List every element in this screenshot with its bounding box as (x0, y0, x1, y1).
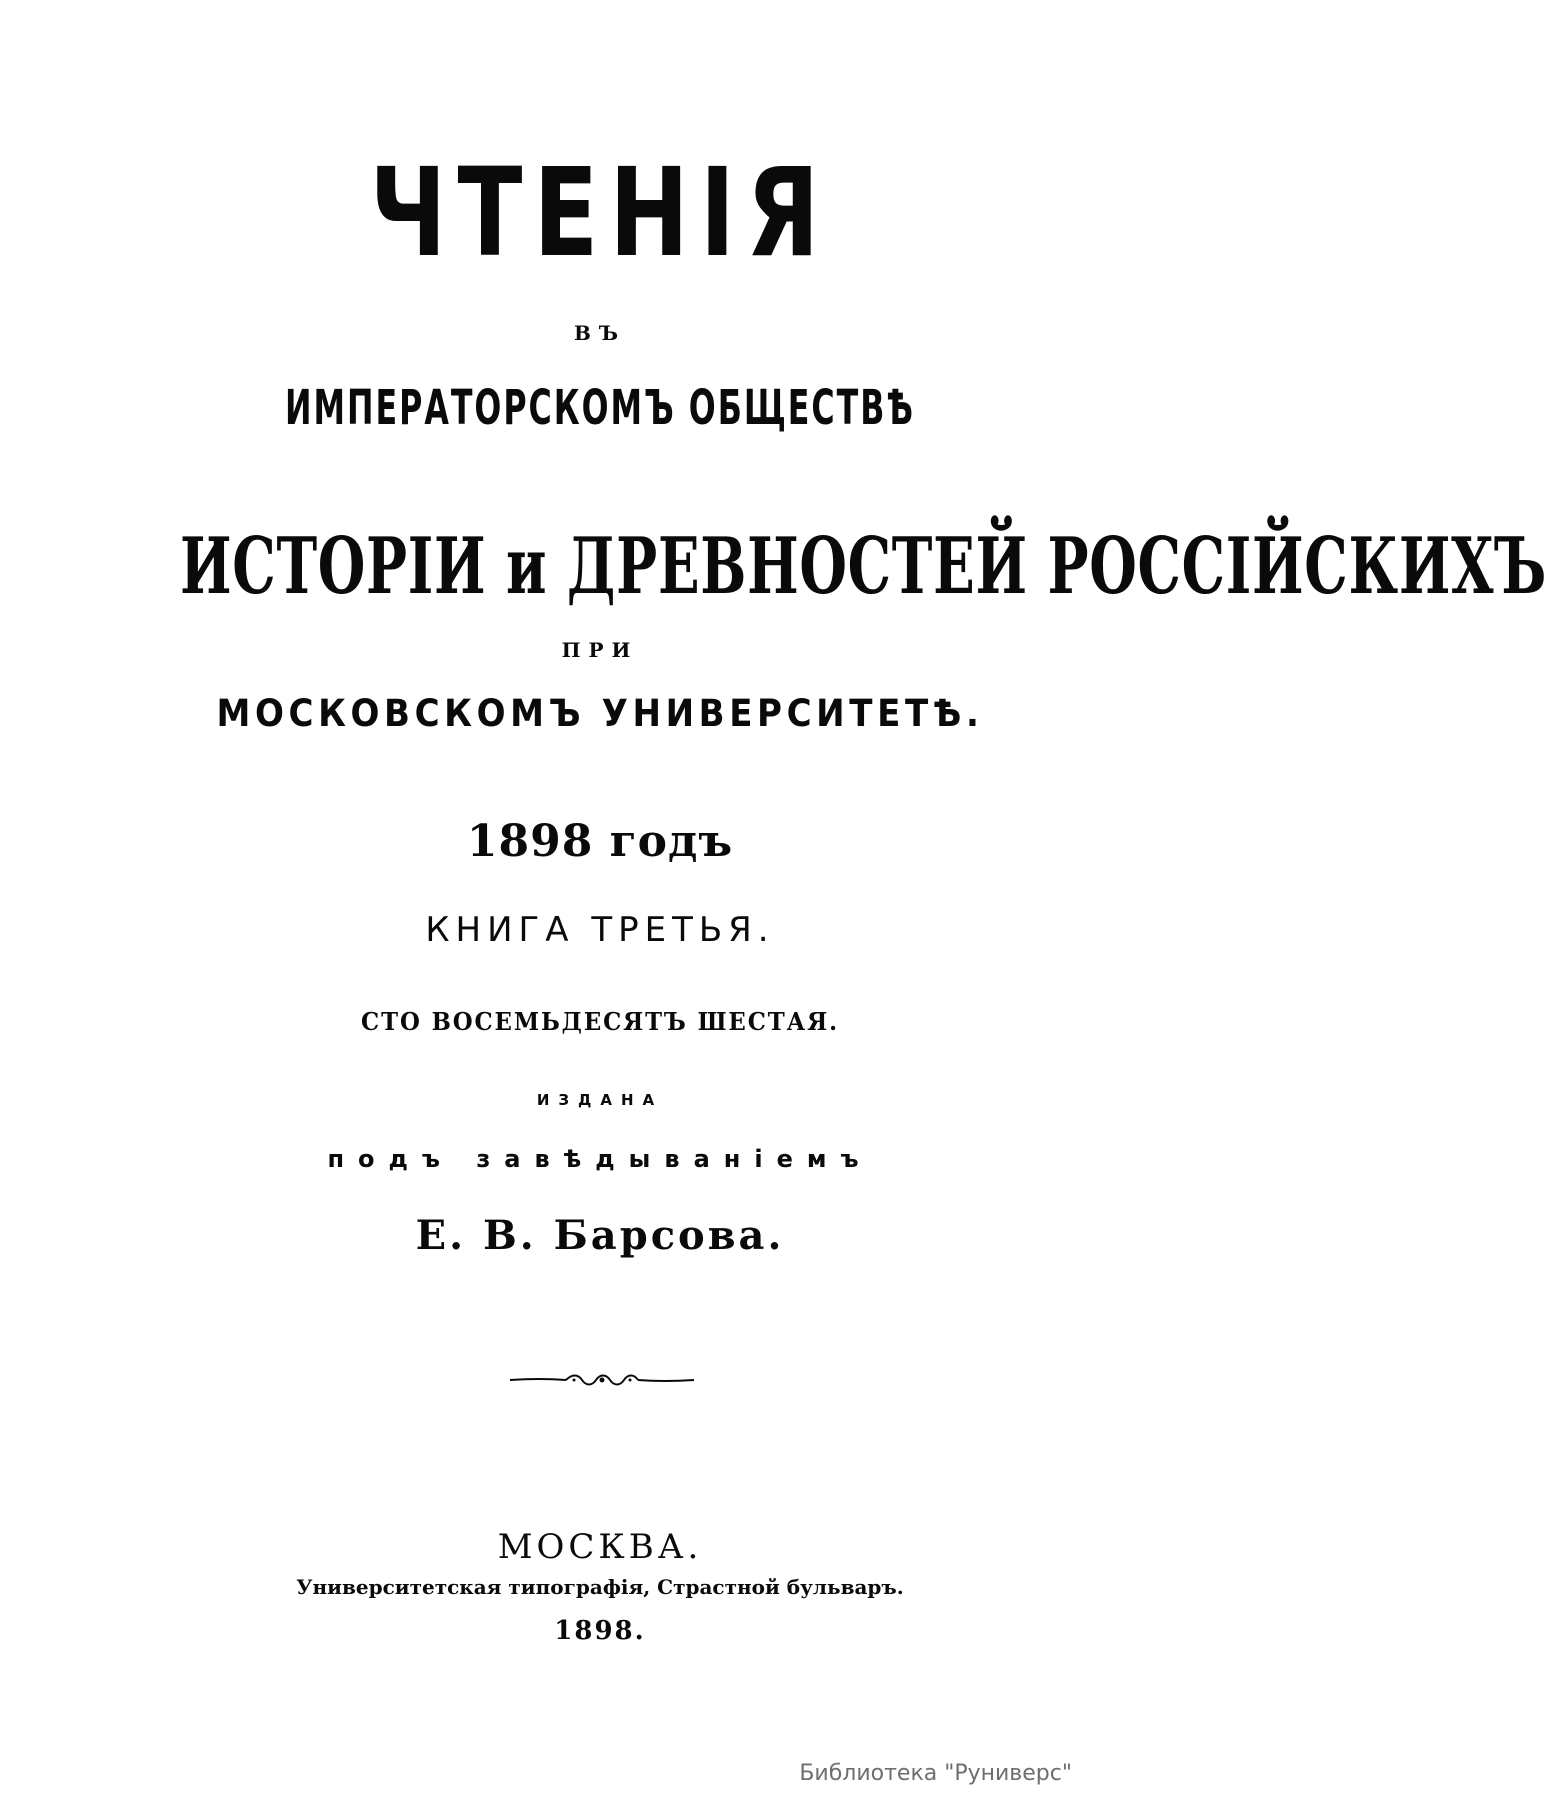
university-name: МОСКОВСКОМЪ УНИВЕРСИТЕТѢ. (216, 692, 984, 735)
published-label: ИЗДАНА (536, 1091, 664, 1109)
supervision-label: подъ завѣдываніемъ (327, 1145, 873, 1173)
society-name: ИМПЕРАТОРСКОМЪ ОБЩЕСТВѢ (285, 380, 915, 436)
book-number: КНИГА ТРЕТЬЯ. (425, 910, 775, 950)
imprint-city: МОСКВА. (497, 1527, 703, 1567)
issue-year: 1898 годъ (466, 816, 734, 867)
library-watermark: Библиотека "Руниверс" (799, 1761, 1072, 1786)
preposition-in: ВЪ (573, 321, 627, 345)
society-subject: ИСТОРІИ и ДРЕВНОСТЕЙ РОССІЙСКИХЪ (180, 521, 1547, 612)
journal-title: ЧТЕНІЯ (369, 142, 831, 284)
imprint-press: Университетская типографія, Страстной бульваръ. (296, 1575, 904, 1599)
editor-name: Е. В. Барсова. (415, 1212, 785, 1259)
ornament-divider (510, 1373, 694, 1387)
preposition-at: ПРИ (561, 638, 639, 662)
imprint-year: 1898. (554, 1616, 646, 1646)
volume-number: СТО ВОСЕМЬДЕСЯТЪ ШЕСТАЯ. (361, 1007, 839, 1036)
